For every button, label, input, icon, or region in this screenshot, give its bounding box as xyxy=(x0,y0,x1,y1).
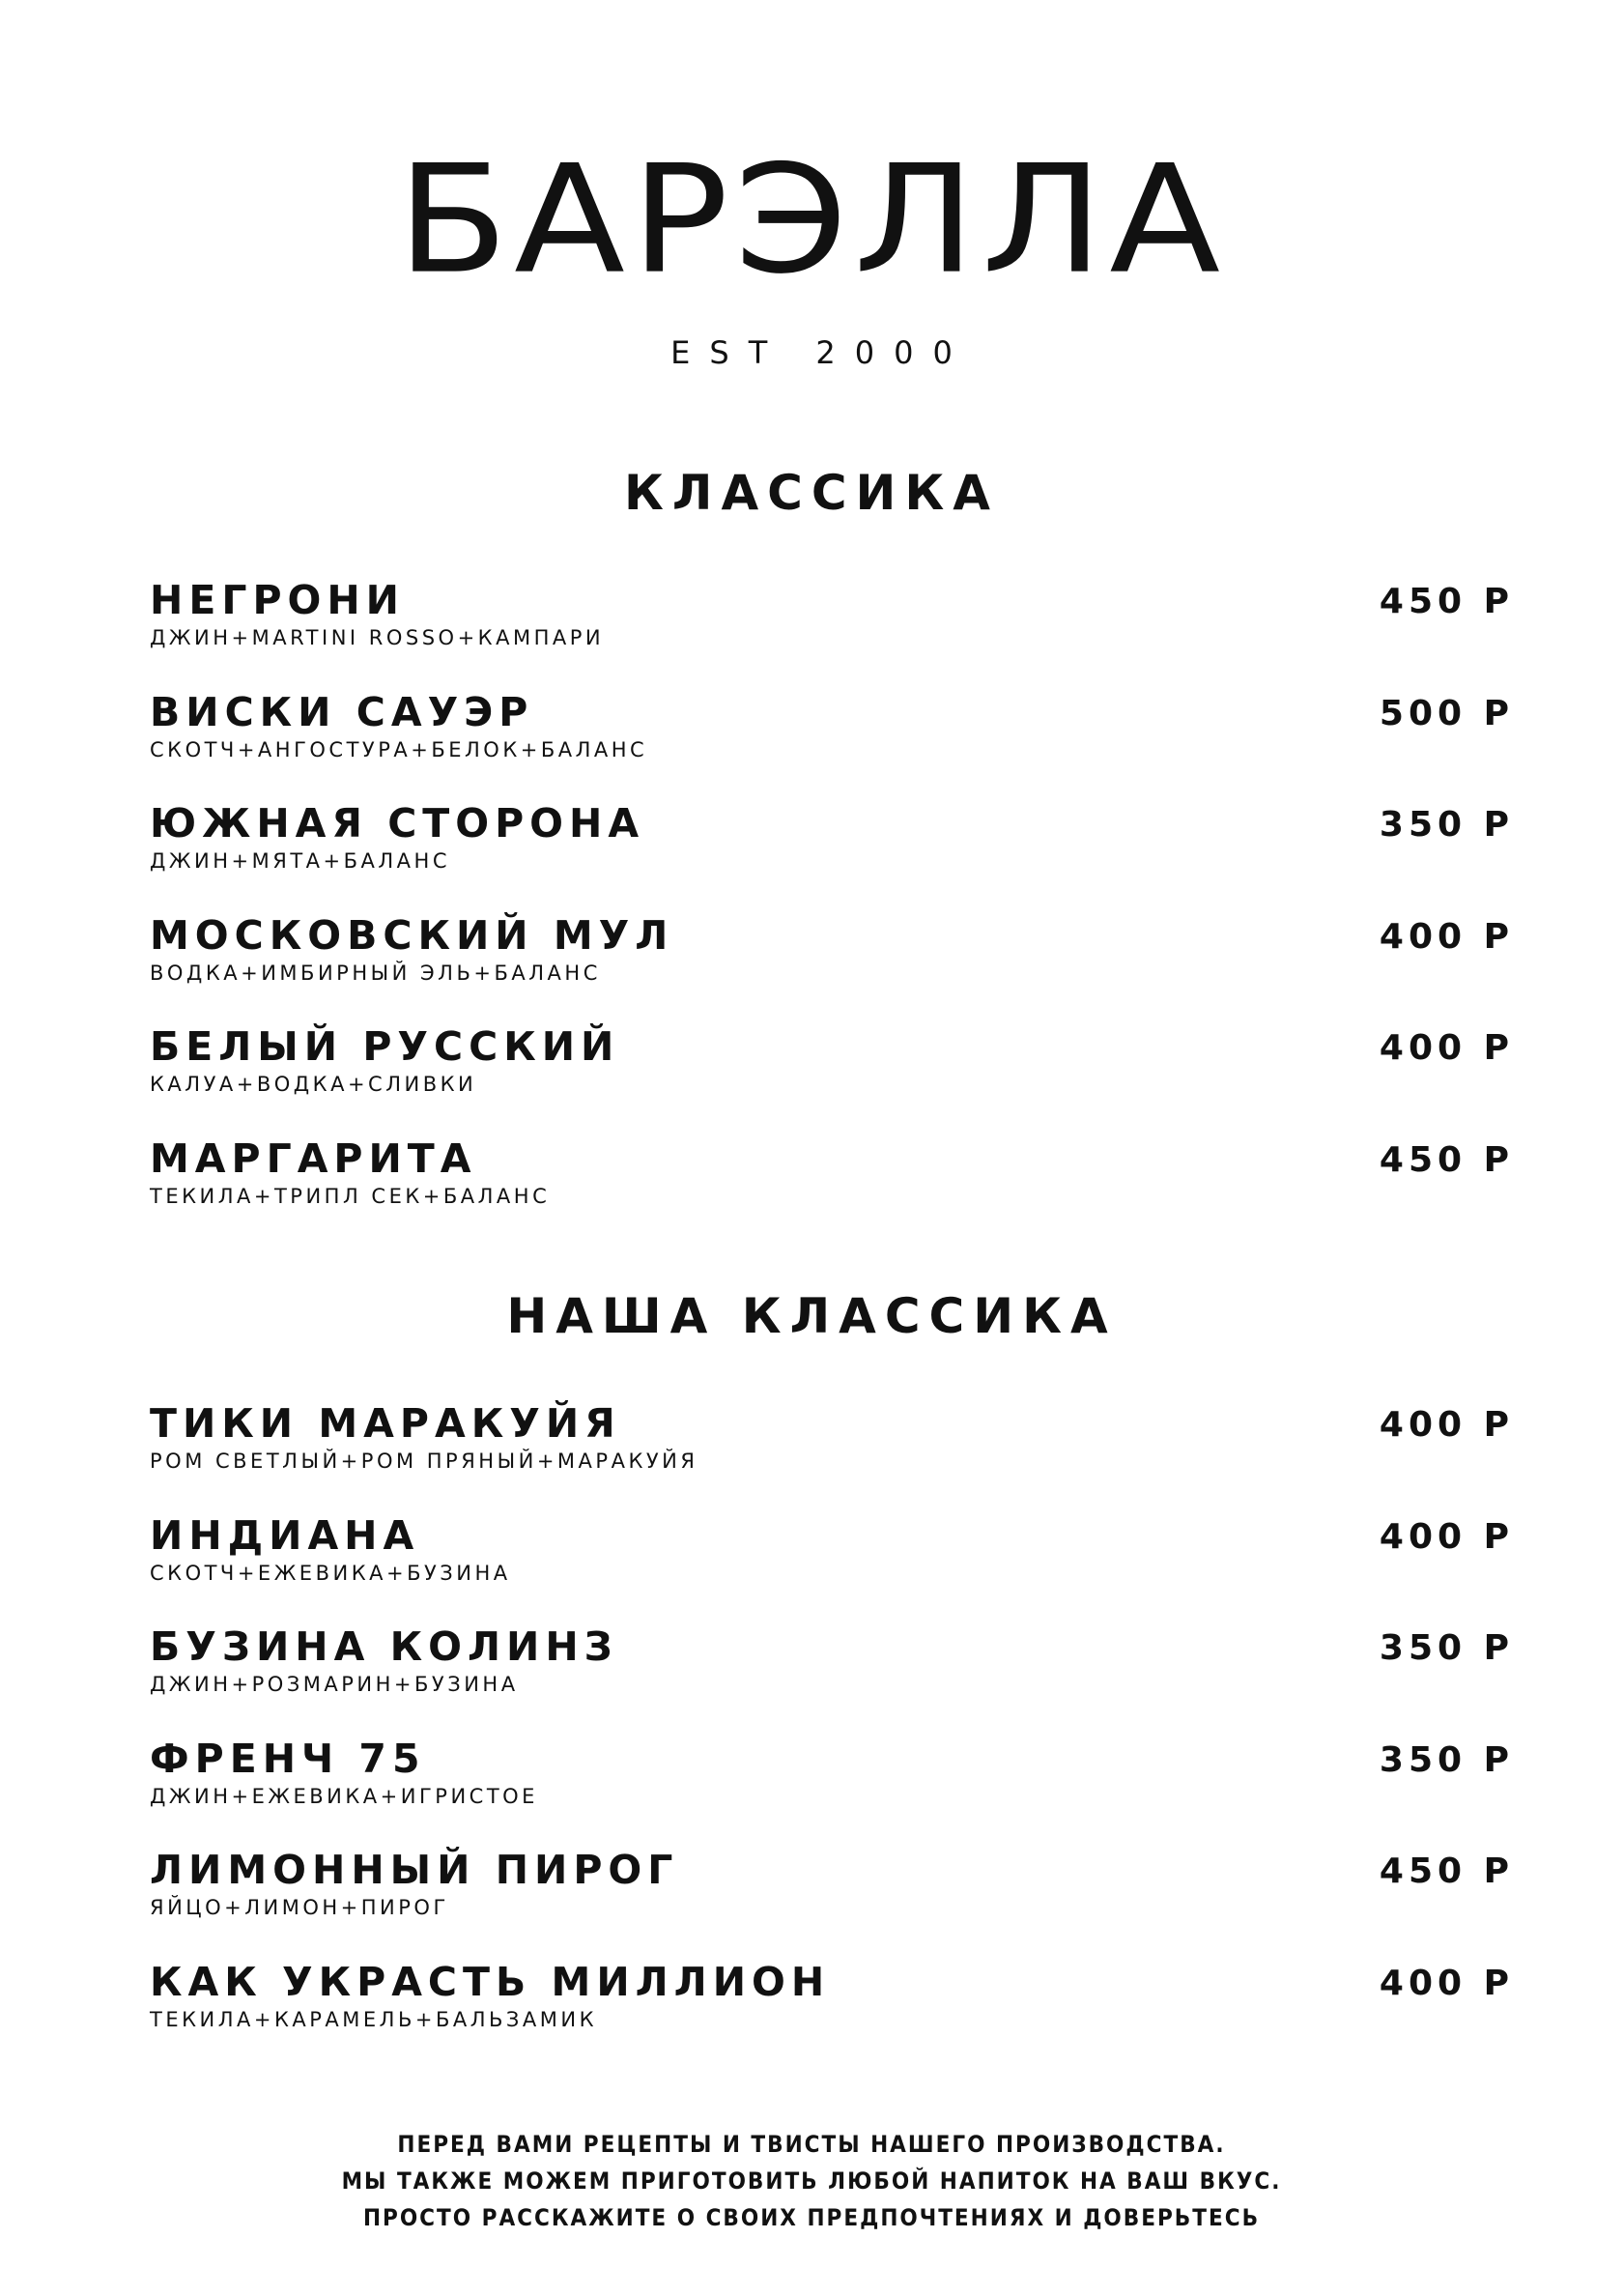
menu-item xyxy=(150,911,1514,1028)
item-name: НЕГРОНИ xyxy=(150,577,405,623)
menu-item xyxy=(150,1134,1514,1251)
item-name: ВИСКИ САУЭР xyxy=(150,688,534,735)
footer-line: МЫ ТАКЖЕ МОЖЕМ ПРИГОТОВИТЬ ЛЮБОЙ НАПИТОК НА ВАШ ВКУС. xyxy=(341,2167,1282,2195)
item-ingredients: ДЖИН+РОЗМАРИН+БУЗИНА xyxy=(150,1673,519,1696)
menu-item xyxy=(150,800,1514,916)
menu-item xyxy=(150,1735,1514,1851)
item-name: БЕЛЫЙ РУССКИЙ xyxy=(150,1023,620,1070)
brand-tagline: EST 2000 xyxy=(670,334,972,371)
menu-list-classic xyxy=(150,577,1514,1250)
item-price: 350 Р xyxy=(1379,1628,1514,1668)
item-price: 400 Р xyxy=(1379,1516,1514,1557)
item-ingredients: РОМ СВЕТЛЫЙ+РОМ ПРЯНЫЙ+МАРАКУЙЯ xyxy=(150,1449,698,1473)
item-ingredients: СКОТЧ+ЕЖЕВИКА+БУЗИНА xyxy=(150,1561,511,1585)
brand-logo: БАРЭЛЛА xyxy=(396,132,1227,307)
menu-item xyxy=(150,1847,1514,1963)
item-price: 450 Р xyxy=(1379,582,1514,621)
item-name: ТИКИ МАРАКУЙЯ xyxy=(150,1400,621,1447)
item-ingredients: ДЖИН+МЯТА+БАЛАНС xyxy=(150,849,451,873)
footer-note xyxy=(0,2126,1623,2236)
item-ingredients: ТЕКИЛА+КАРАМЕЛЬ+БАЛЬЗАМИК xyxy=(150,2007,597,2031)
item-ingredients: СКОТЧ+АНГОСТУРА+БЕЛОК+БАЛАНС xyxy=(150,737,648,761)
item-name: ИНДИАНА xyxy=(150,1511,420,1559)
item-price: 350 Р xyxy=(1379,1739,1514,1780)
menu-item xyxy=(150,1400,1514,1516)
item-ingredients: ЯЙЦО+ЛИМОН+ПИРОГ xyxy=(150,1896,449,1919)
item-ingredients: ТЕКИЛА+ТРИПЛ СЕК+БАЛАНС xyxy=(150,1184,551,1208)
item-name: БУЗИНА КОЛИНЗ xyxy=(150,1623,618,1670)
menu-list-our-classic xyxy=(150,1400,1514,2074)
item-price: 500 Р xyxy=(1379,693,1514,733)
menu-item xyxy=(150,1023,1514,1139)
footer-line: ПРОСТО РАССКАЖИТЕ О СВОИХ ПРЕДПОЧТЕНИЯХ И ДОВЕРЬТЕСЬ xyxy=(362,2204,1261,2231)
item-price: 350 Р xyxy=(1379,805,1514,845)
item-ingredients: ДЖИН+ЕЖЕВИКА+ИГРИСТОЕ xyxy=(150,1784,538,1808)
item-ingredients: ДЖИН+MARTINI ROSSO+КАМПАРИ xyxy=(150,626,605,649)
item-name: ФРЕНЧ 75 xyxy=(150,1735,426,1782)
menu-item xyxy=(150,1511,1514,1628)
item-name: ЛИМОННЫЙ ПИРОГ xyxy=(150,1847,679,1893)
item-name: ЮЖНАЯ СТОРОНА xyxy=(150,800,645,847)
menu-item xyxy=(150,1623,1514,1739)
item-price: 400 Р xyxy=(1379,916,1514,957)
item-price: 450 Р xyxy=(1379,1851,1514,1891)
item-ingredients: КАЛУА+ВОДКА+СЛИВКИ xyxy=(150,1073,477,1096)
menu-item xyxy=(150,688,1514,805)
item-name: МАРГАРИТА xyxy=(150,1134,477,1182)
item-price: 400 Р xyxy=(1379,1405,1514,1445)
item-name: МОСКОВСКИЙ МУЛ xyxy=(150,911,674,959)
menu-item xyxy=(150,577,1514,693)
section-title-classic: КЛАССИКА xyxy=(624,465,999,521)
item-name: КАК УКРАСТЬ МИЛЛИОН xyxy=(150,1958,831,2005)
menu-header xyxy=(0,132,1623,371)
section-title-our-classic: НАША КЛАССИКА xyxy=(506,1288,1117,1344)
item-price: 450 Р xyxy=(1379,1139,1514,1180)
item-ingredients: ВОДКА+ИМБИРНЫЙ ЭЛЬ+БАЛАНС xyxy=(150,961,601,985)
item-price: 400 Р xyxy=(1379,1028,1514,1068)
item-price: 400 Р xyxy=(1379,1963,1514,2003)
menu-item xyxy=(150,1958,1514,2075)
footer-line: ПЕРЕД ВАМИ РЕЦЕПТЫ И ТВИСТЫ НАШЕГО ПРОИЗВОДСТВА. xyxy=(397,2131,1226,2158)
